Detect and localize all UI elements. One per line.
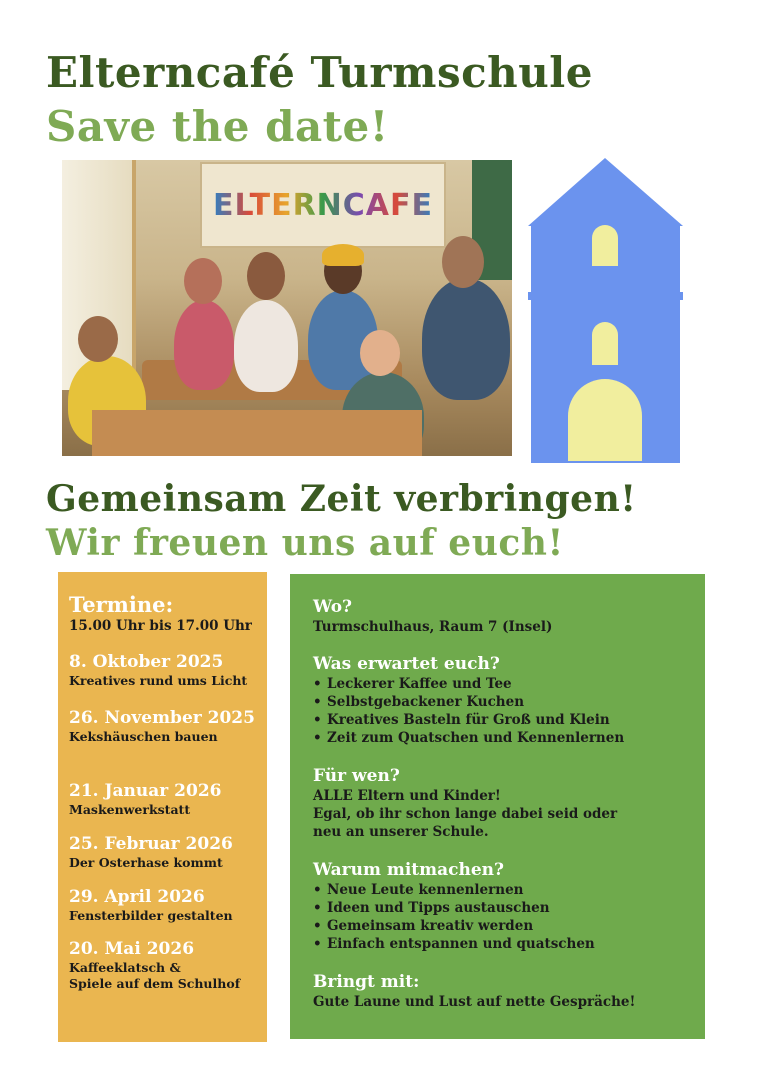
list-item: • Leckerer Kaffee und Tee <box>313 675 698 693</box>
tower-door <box>568 379 642 461</box>
event-desc: Fensterbilder gestalten <box>69 908 233 923</box>
person-headscarf <box>322 244 364 266</box>
elterncafe-photo <box>62 160 512 456</box>
event-desc: Kaffeeklatsch & <box>69 960 181 975</box>
tower-illustration <box>528 158 683 463</box>
photo-banner-text: ELTERNCAFE <box>212 187 434 223</box>
tower-window-middle <box>592 322 618 365</box>
info-text: ALLE Eltern und Kinder! <box>313 788 501 804</box>
person-head <box>78 316 118 362</box>
info-heading: Warum mitmachen? <box>313 860 505 880</box>
list-item: • Einfach entspannen und quatschen <box>313 935 698 953</box>
schedule-event <box>69 708 267 745</box>
event-date: 21. Januar 2026 <box>69 781 222 801</box>
info-heading: Was erwartet euch? <box>313 654 500 674</box>
event-desc: Kekshäuschen bauen <box>69 729 218 744</box>
list-item: • Kreatives Basteln für Groß und Klein <box>313 711 698 729</box>
page-subtitle: Save the date! <box>46 102 389 151</box>
tower-roof <box>528 158 683 226</box>
schedule-event <box>69 834 267 871</box>
event-date: 20. Mai 2026 <box>69 939 195 959</box>
info-audience <box>313 765 698 841</box>
tower-window-top <box>592 225 618 266</box>
event-date: 26. November 2025 <box>69 708 255 728</box>
event-desc: Maskenwerkstatt <box>69 802 191 817</box>
info-bring <box>313 971 698 1011</box>
info-text: neu an unserer Schule. <box>313 824 489 840</box>
schedule-heading: Termine: <box>69 592 174 617</box>
event-desc: Spiele auf dem Schulhof <box>69 976 241 991</box>
event-date: 8. Oktober 2025 <box>69 652 224 672</box>
schedule-event <box>69 887 267 924</box>
schedule-event <box>69 781 267 818</box>
info-why <box>313 859 698 953</box>
person-head <box>247 252 285 300</box>
schedule-time: 15.00 Uhr bis 17.00 Uhr <box>69 618 252 634</box>
tagline-line2: Wir freuen uns auf euch! <box>46 522 564 564</box>
info-heading: Wo? <box>313 597 353 617</box>
person-figure <box>174 300 234 390</box>
tagline-line1: Gemeinsam Zeit verbringen! <box>46 478 637 520</box>
photo-banner <box>200 162 446 248</box>
info-where <box>313 596 698 636</box>
person-head <box>360 330 400 376</box>
info-heading: Bringt mit: <box>313 972 420 992</box>
info-text: Egal, ob ihr schon lange dabei seid oder <box>313 806 618 822</box>
schedule-event <box>69 939 267 992</box>
person-head <box>442 236 484 288</box>
event-date: 25. Februar 2026 <box>69 834 233 854</box>
info-text: Gute Laune und Lust auf nette Gespräche! <box>313 994 636 1010</box>
schedule-event <box>69 652 267 689</box>
list-item: • Gemeinsam kreativ werden <box>313 917 698 935</box>
schedule-box <box>58 572 267 1042</box>
info-heading: Für wen? <box>313 766 400 786</box>
person-figure <box>234 300 298 392</box>
photo-craft-table <box>92 410 422 456</box>
list-item: • Zeit zum Quatschen und Kennenlernen <box>313 729 698 747</box>
person-figure <box>422 278 510 400</box>
info-expectations <box>313 653 698 747</box>
event-date: 29. April 2026 <box>69 887 205 907</box>
event-desc: Der Osterhase kommt <box>69 855 223 870</box>
list-item: • Selbstgebackener Kuchen <box>313 693 698 711</box>
tower-ledge <box>528 292 683 300</box>
event-desc: Kreatives rund ums Licht <box>69 673 248 688</box>
list-item: • Neue Leute kennenlernen <box>313 881 698 899</box>
person-head <box>184 258 222 304</box>
info-text: Turmschulhaus, Raum 7 (Insel) <box>313 619 553 635</box>
page-title: Elterncafé Turmschule <box>46 48 593 97</box>
list-item: • Ideen und Tipps austauschen <box>313 899 698 917</box>
info-box <box>290 574 705 1039</box>
